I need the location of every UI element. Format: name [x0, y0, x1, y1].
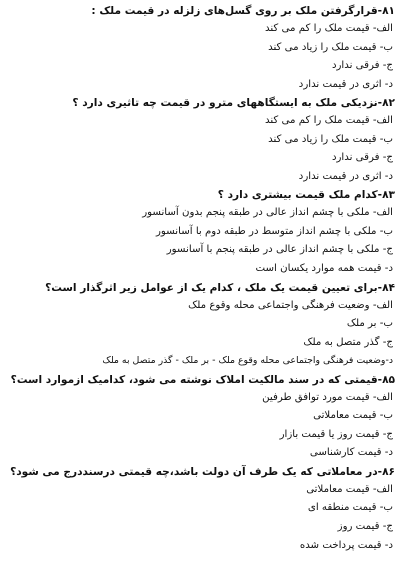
- option-d: د-وضعیت فرهنگی واجتماعی محله وقوع ملک - بر ملک - گذر متصل به ملک: [102, 355, 393, 367]
- option-d: د- اثری در قیمت ندارد: [298, 78, 393, 90]
- option-b: ب- بر ملک: [346, 318, 393, 330]
- option-b: ب- قیمت منطقه ای: [307, 502, 393, 514]
- option-a: الف- وضعیت فرهنگی واجتماعی محله وقوع ملک: [188, 299, 393, 311]
- question-81: [10, 2, 395, 94]
- question-84: [10, 279, 395, 371]
- question-text: ۸۵-قیمتی که در سند مالکیت املاک نوشته می شود، کدامیک ازموارد است؟: [10, 373, 395, 386]
- option-c: ج- قیمت روز یا قیمت بازار: [279, 428, 393, 440]
- option-b: ب- قیمت ملک را زیاد می کند: [268, 133, 393, 145]
- question-text: ۸۳-کدام ملک قیمت بیشتری دارد ؟: [217, 189, 395, 202]
- option-b: ب- قیمت معاملاتی: [313, 410, 393, 422]
- option-d: د- اثری در قیمت ندارد: [298, 170, 393, 182]
- question-text: ۸۱-قرارگرفتن ملک بر روی گسل‌های زلزله در قیمت ملک :: [91, 5, 395, 17]
- option-a: الف- قیمت مورد توافق طرفین: [262, 391, 393, 403]
- question-text: ۸۴-برای تعیین قیمت یک ملک ، کدام یک از عوامل زیر اثرگذار است؟: [45, 281, 395, 294]
- question-85: [10, 371, 395, 463]
- option-a: الف- قیمت ملک را کم می کند: [265, 115, 393, 127]
- option-c: ج- فرقی ندارد: [331, 60, 393, 72]
- option-c: ج- فرقی ندارد: [331, 152, 393, 164]
- question-83: [10, 186, 395, 278]
- question-text: ۸۶-در معاملاتی که یک طرف آن دولت باشد،چه قیمتی درسنددرج می شود؟: [10, 465, 395, 478]
- option-b: ب- ملکی با چشم انداز متوسط در طبقه دوم با آسانسور: [156, 225, 393, 237]
- option-b: ب- قیمت ملک را زیاد می کند: [268, 41, 393, 53]
- option-d: د- قیمت پرداخت شده: [299, 539, 393, 551]
- question-86: [10, 463, 395, 555]
- question-text: ۸۲-نزدیکی ملک به ایستگاههای مترو در قیمت چه تاثیری دارد ؟: [72, 97, 395, 110]
- option-d: د- قیمت همه موارد یکسان است: [255, 263, 393, 275]
- option-a: الف- قیمت معاملاتی: [306, 483, 393, 495]
- option-c: ج- قیمت روز: [337, 521, 393, 533]
- option-a: الف- قیمت ملک را کم می کند: [265, 23, 393, 34]
- option-c: ج- ملکی با چشم انداز عالی در طبقه پنجم با آسانسور: [166, 244, 393, 256]
- option-a: الف- ملکی با چشم انداز عالی در طبقه پنجم بدون آسانسور: [142, 207, 393, 219]
- option-c: ج- گذر متصل به ملک: [303, 336, 393, 348]
- question-82: [10, 94, 395, 186]
- option-d: د- قیمت کارشناسی: [309, 447, 393, 459]
